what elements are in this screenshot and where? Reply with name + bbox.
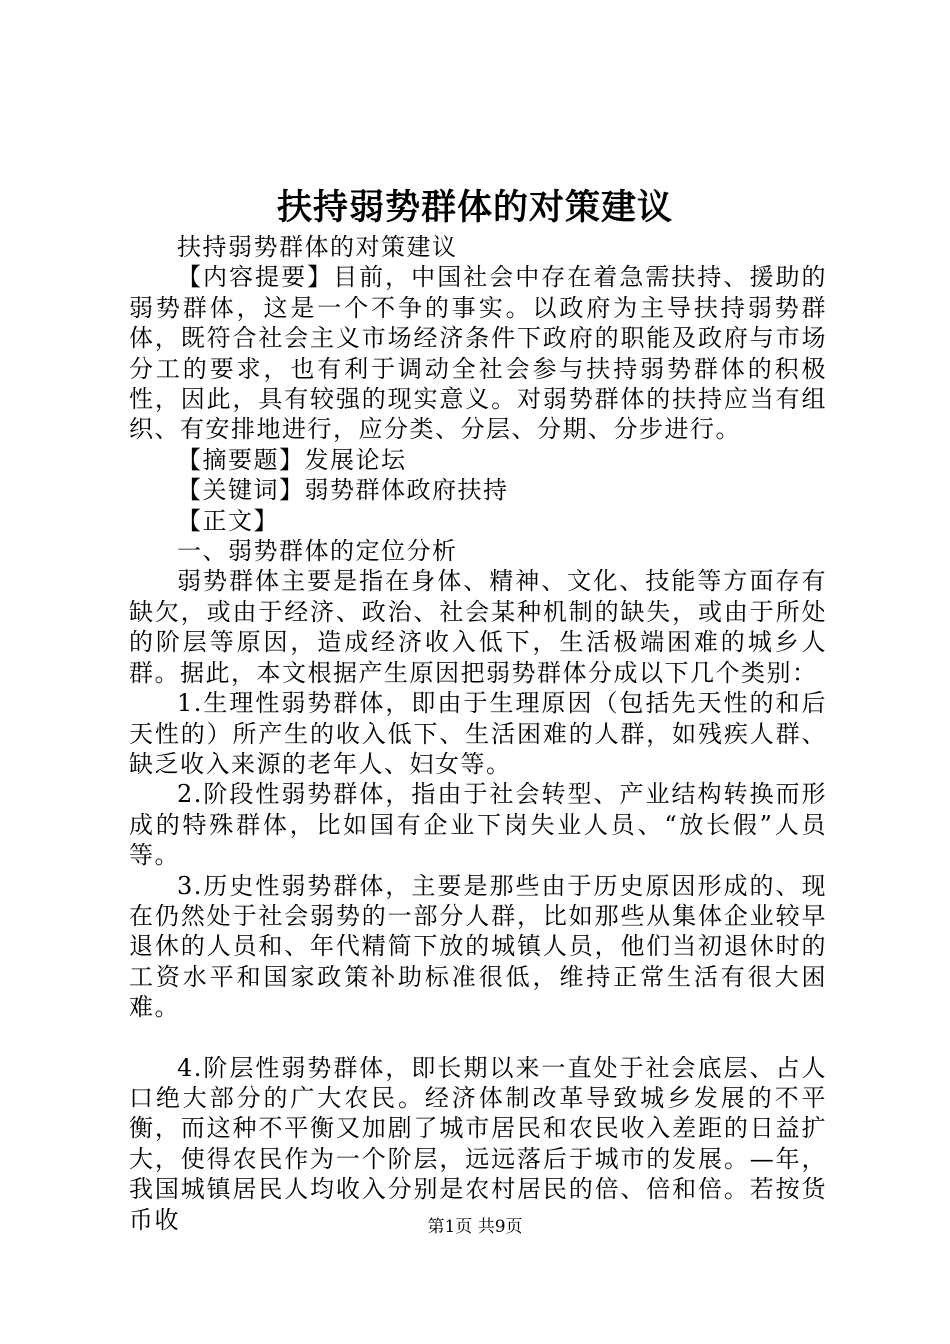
paragraph-category-3: 3.历史性弱势群体，主要是那些由于历史原因形成的、现在仍然处于社会弱势的一部分人群，比如那些从集体企业较早退休的人员和、年代精简下放的城镇人员，他们当初退休时的工资水平和国家政策补助标准很低，维持正常生活有很大困难。 bbox=[129, 871, 827, 1022]
paragraph-category-2: 2.阶段性弱势群体，指由于社会转型、产业结构转换而形成的特殊群体，比如国有企业下岗失业人员、“放长假”人员等。 bbox=[129, 780, 827, 870]
section-heading: 一、弱势群体的定位分析 bbox=[177, 537, 458, 566]
document-title: 扶持弱势群体的对策建议 bbox=[276, 187, 673, 228]
document-body bbox=[129, 232, 827, 1235]
paragraph-keywords: 【关键词】弱势群体政府扶持 bbox=[177, 476, 509, 505]
paragraph-category-1: 1.生理性弱势群体，即由于生理原因（包括先天性的和后天性的）所产生的收入低下、生活困难的人群，如残疾人群、缺乏收入来源的老年人、妇女等。 bbox=[129, 689, 827, 778]
paragraph-category-4: 4.阶层性弱势群体，即长期以来一直处于社会底层、占人口绝大部分的广大农民。经济体制改革导致城乡发展的不平衡，而这种不平衡又加剧了城市居民和农民收入差距的日益扩大，使得农民作为一个阶层，远远落后于城市的发展。—年，我国城镇居民人均收入分别是农村居民的倍、倍和倍。若按货币收 bbox=[129, 1053, 827, 1234]
paragraph-abstract: 【内容提要】目前，中国社会中存在着急需扶持、援助的弱势群体，这是一个不争的事实。以政府为主导扶持弱势群体，既符合社会主义市场经济条件下政府的职能及政府与市场分工的要求，也有利于调动全社会参与扶持弱势群体的积极性，因此，具有较强的现实意义。对弱势群体的扶持应当有组织、有安排地进行，应分类、分层、分期、分步进行。 bbox=[129, 263, 827, 444]
paragraph-definition: 弱势群体主要是指在身体、精神、文化、技能等方面存有缺欠，或由于经济、政治、社会某种机制的缺失，或由于所处的阶层等原因，造成经济收入低下，生活极端困难的城乡人群。据此，本文根据产生原因把弱势群体分成以下几个类别： bbox=[129, 567, 827, 687]
paragraph-body-label: 【正文】 bbox=[177, 506, 279, 535]
paragraph-summary-topic: 【摘要题】发展论坛 bbox=[177, 445, 407, 474]
paragraph-subtitle: 扶持弱势群体的对策建议 bbox=[177, 233, 458, 261]
page-footer: 第1页 共9页 bbox=[427, 1217, 523, 1237]
